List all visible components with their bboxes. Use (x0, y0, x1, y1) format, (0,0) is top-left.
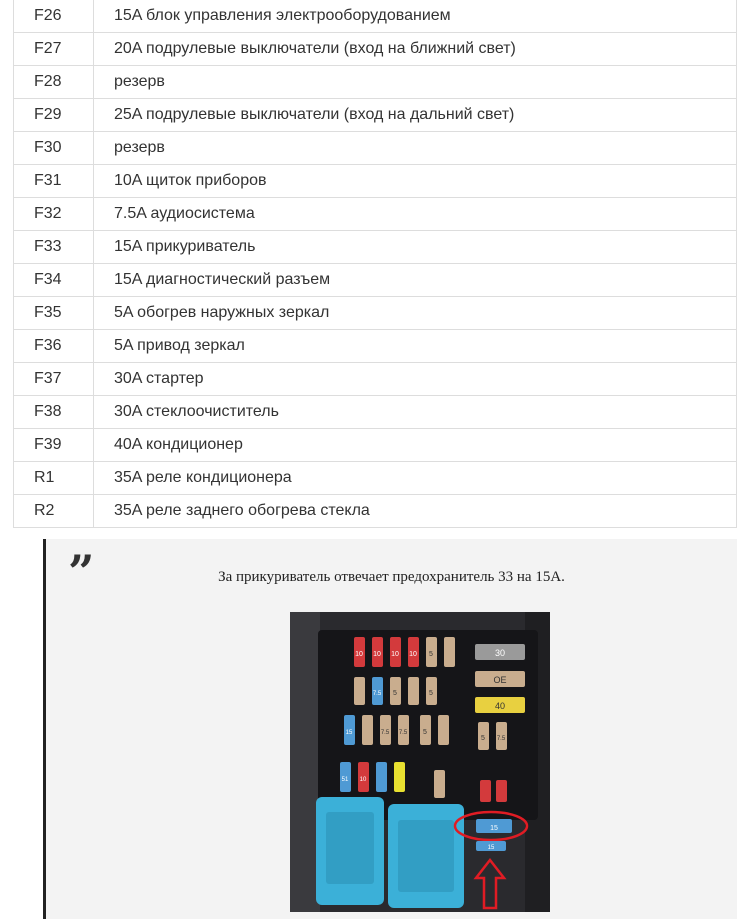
table-row (14, 33, 737, 66)
fuse-label: 7.5 (380, 730, 390, 736)
fuse-description-cell: 5A обогрев наружных зеркал (94, 297, 737, 330)
fuse (408, 677, 419, 705)
table-row (14, 297, 737, 330)
fuse-code-cell: F29 (14, 99, 94, 132)
table-row (14, 132, 737, 165)
fuse-label: 10 (391, 651, 399, 658)
fuse-code-cell: F36 (14, 330, 94, 363)
fuse (434, 770, 445, 798)
fuse-description-cell: 35A реле заднего обогрева стекла (94, 495, 737, 528)
fuse-description-cell: 30A стеклоочиститель (94, 396, 737, 429)
relay-right-label-area (398, 820, 454, 892)
fuse-label: 5 (481, 735, 485, 742)
fuse-description-cell: 10A щиток приборов (94, 165, 737, 198)
table-row (14, 462, 737, 495)
table-row (14, 0, 737, 33)
table-row (14, 165, 737, 198)
fuse-table-body (14, 0, 737, 528)
fuse-label: 7.5 (372, 691, 382, 697)
fuse-description-cell: 7.5A аудиосистема (94, 198, 737, 231)
fuse-code-cell: F31 (14, 165, 94, 198)
fuse-description-cell: 25A подрулевые выключатели (вход на дальний свет) (94, 99, 737, 132)
fuse-description-cell: резерв (94, 66, 737, 99)
table-row (14, 396, 737, 429)
fuse (376, 762, 387, 792)
fuse (362, 715, 373, 745)
fuse-label: 15 (487, 845, 495, 851)
fuse-code-cell: F33 (14, 231, 94, 264)
quote-text: За прикуриватель отвечает предохранитель 33 на 15А. (218, 569, 565, 585)
photo-left-panel (290, 612, 320, 912)
fuse-label: 15 (345, 730, 353, 736)
fuse-description-cell: 40A кондиционер (94, 429, 737, 462)
fuse-code-cell: F37 (14, 363, 94, 396)
fuse-label: 30 (494, 648, 506, 658)
fuse (496, 780, 507, 802)
fuse-label: 5 (423, 729, 427, 736)
fuse-label: 10 (359, 777, 367, 783)
fuse (480, 780, 491, 802)
fuse-description-cell: 5A привод зеркал (94, 330, 737, 363)
fuse-table (13, 0, 737, 528)
table-row (14, 198, 737, 231)
fuse-label: 51 (341, 777, 349, 783)
fuse-description-cell: 15A прикуриватель (94, 231, 737, 264)
fuse-label: 7.5 (496, 736, 506, 742)
fuse-description-cell: 15A блок управления электрооборудованием (94, 0, 737, 33)
table-row (14, 99, 737, 132)
table-row (14, 363, 737, 396)
fuse-label: 7.5 (398, 730, 408, 736)
fuse-code-cell: R1 (14, 462, 94, 495)
quote-mark-icon: ” (68, 545, 95, 599)
fuse-code-cell: F30 (14, 132, 94, 165)
fuse-code-cell: F35 (14, 297, 94, 330)
table-row (14, 264, 737, 297)
relays (316, 797, 464, 908)
table-row (14, 231, 737, 264)
fuse-description-cell: 20A подрулевые выключатели (вход на ближний свет) (94, 33, 737, 66)
fuse-code-cell: R2 (14, 495, 94, 528)
fuse (438, 715, 449, 745)
fuse-description-cell: 15A диагностический разъем (94, 264, 737, 297)
fuse-label: 5 (429, 651, 433, 658)
table-row (14, 330, 737, 363)
fuse-code-cell: F28 (14, 66, 94, 99)
fuse-label: 5 (429, 690, 433, 697)
fuse-description-cell: 35A реле кондиционера (94, 462, 737, 495)
fuse-label: 10 (373, 651, 381, 658)
fuse (354, 677, 365, 705)
fuse-box-photo (290, 612, 550, 912)
fuse-label: 10 (409, 651, 417, 658)
fuse-label: 10 (355, 651, 363, 658)
table-row (14, 66, 737, 99)
fuse-description-cell: резерв (94, 132, 737, 165)
fuse-code-cell: F32 (14, 198, 94, 231)
relay-left-label-area (326, 812, 374, 884)
fuse-code-cell: F27 (14, 33, 94, 66)
fuse-label: OE (493, 675, 507, 685)
fuse-code-cell: F39 (14, 429, 94, 462)
fuse-code-cell: F38 (14, 396, 94, 429)
table-row (14, 429, 737, 462)
fuse-code-cell: F26 (14, 0, 94, 33)
fuse-label: 15 (490, 825, 498, 832)
blockquote (43, 539, 737, 919)
table-row (14, 495, 737, 528)
fuse (444, 637, 455, 667)
fuse-description-cell: 30A стартер (94, 363, 737, 396)
fuse (394, 762, 405, 792)
fuse-label: 5 (393, 690, 397, 697)
fuse-code-cell: F34 (14, 264, 94, 297)
fuse-label: 40 (494, 701, 506, 711)
